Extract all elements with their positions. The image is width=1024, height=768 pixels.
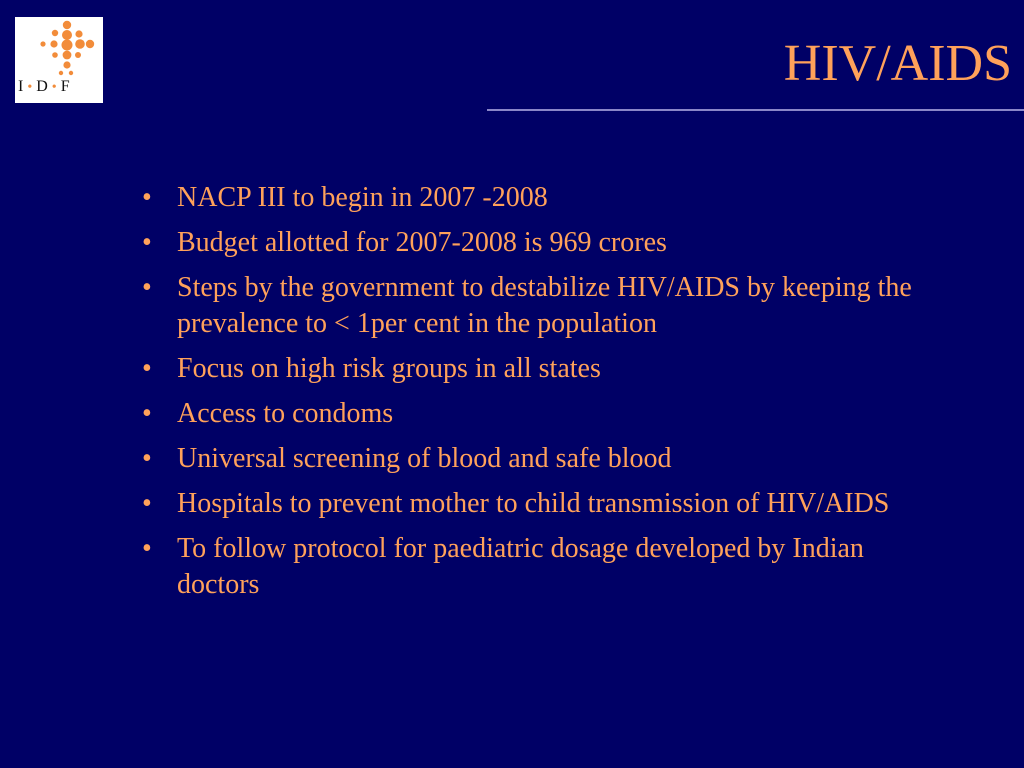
bullet-item (140, 351, 940, 387)
bullet-dot-icon: • (142, 272, 152, 303)
bullet-text: Budget allotted for 2007-2008 is 969 crores (177, 227, 667, 258)
logo-letter-f: F (60, 78, 70, 95)
bullet-text: Focus on high risk groups in all states (177, 353, 601, 384)
bullet-item (140, 486, 940, 522)
logo-separator-dot: • (51, 80, 57, 95)
bullet-item (140, 225, 940, 261)
logo-letter-d: D (36, 78, 48, 95)
bullet-dot-icon: • (142, 182, 152, 213)
bullet-text: NACP III to begin in 2007 -2008 (177, 182, 548, 213)
logo-lettering (15, 78, 106, 97)
bullet-item (140, 270, 940, 342)
bullet-text: To follow protocol for paediatric dosage developed by Indian doctors (177, 533, 864, 600)
slide-title: HIV/AIDS (783, 35, 1012, 92)
bullet-text: Hospitals to prevent mother to child transmission of HIV/AIDS (177, 488, 890, 519)
bullet-item (140, 531, 940, 603)
bullet-dot-icon: • (142, 227, 152, 258)
title-divider (487, 109, 1024, 111)
idf-logo (15, 17, 103, 103)
bullet-item (140, 396, 940, 432)
logo-separator-dot: • (27, 80, 33, 95)
bullet-text: Universal screening of blood and safe blood (177, 443, 672, 474)
bullet-text: Access to condoms (177, 398, 394, 429)
logo-letter-i: I (18, 78, 24, 95)
bullet-dot-icon: • (142, 443, 152, 474)
dot-cross-logo-icon (15, 17, 103, 79)
bullet-dot-icon: • (142, 533, 152, 564)
bullet-dot-icon: • (142, 488, 152, 519)
bullet-item (140, 441, 940, 477)
bullet-text: Steps by the government to destabilize HIV/AIDS by keeping the prevalence to < 1per cent in the population (177, 272, 912, 339)
bullet-item (140, 180, 940, 216)
bullet-dot-icon: • (142, 353, 152, 384)
bullet-dot-icon: • (142, 398, 152, 429)
bullet-list (140, 180, 940, 612)
